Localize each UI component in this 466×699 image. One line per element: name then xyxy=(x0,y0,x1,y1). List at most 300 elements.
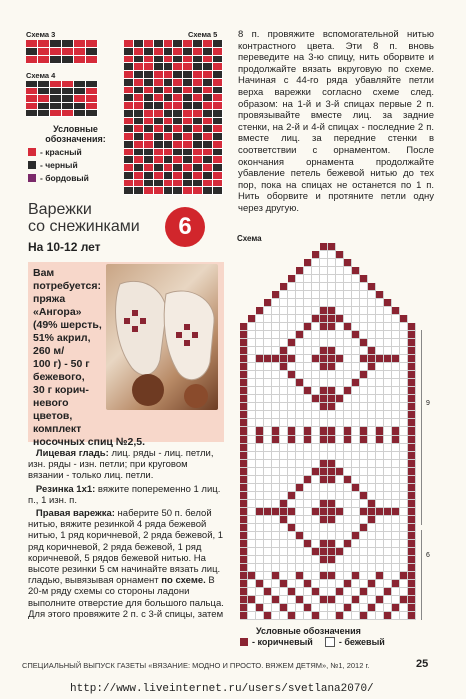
scheme-cell xyxy=(154,40,164,48)
chart-cell xyxy=(368,532,376,540)
chart-cell xyxy=(248,460,256,468)
scheme-cell xyxy=(173,56,183,64)
chart-cell xyxy=(312,283,320,291)
chart-cell xyxy=(400,532,408,540)
chart-cell xyxy=(288,243,296,251)
chart-cell xyxy=(264,243,272,251)
chart-cell xyxy=(360,436,368,444)
chart-cell xyxy=(240,604,248,612)
scheme-cell xyxy=(86,110,98,117)
chart-cell xyxy=(376,564,384,572)
chart-cell xyxy=(264,371,272,379)
scheme-cell xyxy=(203,79,213,87)
chart-cell xyxy=(304,580,312,588)
chart-cell xyxy=(296,395,304,403)
title-line-2: со снежинками xyxy=(28,218,140,235)
scheme-cell xyxy=(203,149,213,157)
chart-cell xyxy=(240,500,248,508)
chart-cell xyxy=(296,323,304,331)
scheme-cell xyxy=(173,71,183,79)
chart-cell xyxy=(328,452,336,460)
chart-cell xyxy=(280,259,288,267)
scheme-cell xyxy=(164,133,174,141)
scheme-cell xyxy=(164,141,174,149)
chart-cell xyxy=(256,564,264,572)
scheme-cell xyxy=(62,40,74,48)
chart-cell xyxy=(288,532,296,540)
scheme-cell xyxy=(154,48,164,56)
chart-cell xyxy=(352,468,360,476)
chart-cell xyxy=(392,315,400,323)
chart-cell xyxy=(272,275,280,283)
chart-cell xyxy=(304,492,312,500)
chart-cell xyxy=(368,411,376,419)
chart-cell xyxy=(272,468,280,476)
scheme-cell xyxy=(124,180,134,188)
chart-cell xyxy=(320,564,328,572)
chart-cell xyxy=(336,339,344,347)
chart-mark-9-line xyxy=(421,330,422,525)
chart-cell xyxy=(408,436,416,444)
chart-cell xyxy=(296,548,304,556)
chart-cell xyxy=(344,379,352,387)
chart-cell xyxy=(352,580,360,588)
chart-cell xyxy=(376,275,384,283)
chart-cell xyxy=(368,556,376,564)
chart-cell xyxy=(312,267,320,275)
chart-cell xyxy=(304,427,312,435)
chart-cell xyxy=(296,444,304,452)
chart-cell xyxy=(248,588,256,596)
chart-cell xyxy=(384,548,392,556)
scheme-cell xyxy=(144,56,154,64)
chart-cell xyxy=(344,596,352,604)
chart-cell xyxy=(280,572,288,580)
chart-cell xyxy=(368,331,376,339)
chart-cell xyxy=(368,580,376,588)
chart-cell xyxy=(328,395,336,403)
scheme-cell xyxy=(193,125,203,133)
chart-cell xyxy=(248,283,256,291)
chart-cell xyxy=(304,588,312,596)
chart-cell xyxy=(408,363,416,371)
chart-cell xyxy=(288,596,296,604)
chart-cell xyxy=(248,604,256,612)
chart-cell xyxy=(288,387,296,395)
chart-cell xyxy=(264,403,272,411)
chart-cell xyxy=(256,588,264,596)
chart-cell xyxy=(288,395,296,403)
chart-cell xyxy=(368,387,376,395)
chart-cell xyxy=(384,387,392,395)
chart-cell xyxy=(240,444,248,452)
chart-cell xyxy=(312,339,320,347)
chart-cell xyxy=(400,315,408,323)
chart-cell xyxy=(384,588,392,596)
chart-cell xyxy=(360,291,368,299)
chart-cell xyxy=(256,411,264,419)
chart-cell xyxy=(296,427,304,435)
chart-cell xyxy=(240,355,248,363)
chart-cell xyxy=(248,452,256,460)
chart-cell xyxy=(408,508,416,516)
chart-cell xyxy=(352,540,360,548)
chart-cell xyxy=(272,267,280,275)
chart-cell xyxy=(328,267,336,275)
chart-cell xyxy=(256,259,264,267)
chart-cell xyxy=(384,283,392,291)
chart-cell xyxy=(320,572,328,580)
chart-cell xyxy=(400,291,408,299)
chart-cell xyxy=(248,331,256,339)
chart-cell xyxy=(288,347,296,355)
chart-cell xyxy=(304,371,312,379)
chart-cell xyxy=(296,436,304,444)
chart-cell xyxy=(360,259,368,267)
chart-cell xyxy=(280,339,288,347)
chart-cell xyxy=(336,604,344,612)
chart-cell xyxy=(280,331,288,339)
scheme-cell xyxy=(203,71,213,79)
chart-cell xyxy=(384,436,392,444)
chart-cell xyxy=(344,307,352,315)
chart-cell xyxy=(280,460,288,468)
chart-cell xyxy=(280,243,288,251)
chart-cell xyxy=(328,532,336,540)
chart-cell xyxy=(344,604,352,612)
chart-cell xyxy=(400,604,408,612)
chart-cell xyxy=(328,596,336,604)
chart-cell xyxy=(296,540,304,548)
chart-cell xyxy=(272,427,280,435)
chart-cell xyxy=(344,275,352,283)
chart-cell xyxy=(312,596,320,604)
scheme-cell xyxy=(38,95,50,102)
chart-cell xyxy=(376,516,384,524)
scheme-cell xyxy=(173,102,183,110)
chart-cell xyxy=(272,508,280,516)
chart-cell xyxy=(400,564,408,572)
chart-cell xyxy=(336,548,344,556)
chart-cell xyxy=(312,492,320,500)
chart-cell xyxy=(304,267,312,275)
chart-cell xyxy=(320,484,328,492)
scheme-cell xyxy=(124,40,134,48)
chart-cell xyxy=(360,331,368,339)
chart-cell xyxy=(344,484,352,492)
chart-cell xyxy=(384,275,392,283)
chart-cell xyxy=(408,596,416,604)
chart-cell xyxy=(384,307,392,315)
chart-cell xyxy=(376,492,384,500)
chart-cell xyxy=(288,299,296,307)
chart-cell xyxy=(320,524,328,532)
chart-cell xyxy=(272,347,280,355)
chart-cell xyxy=(352,556,360,564)
scheme-cell xyxy=(193,180,203,188)
chart-cell xyxy=(320,460,328,468)
chart-cell xyxy=(376,604,384,612)
chart-cell xyxy=(280,452,288,460)
chart-cell xyxy=(288,508,296,516)
chart-cell xyxy=(336,468,344,476)
chart-cell xyxy=(376,251,384,259)
scheme-cell xyxy=(203,141,213,149)
swatch-brown xyxy=(240,638,248,646)
chart-cell xyxy=(376,379,384,387)
chart-cell xyxy=(328,540,336,548)
chart-cell xyxy=(392,508,400,516)
scheme-cell xyxy=(38,81,50,88)
chart-cell xyxy=(248,548,256,556)
chart-cell xyxy=(288,331,296,339)
chart-cell xyxy=(320,588,328,596)
chart-cell xyxy=(320,387,328,395)
scheme-cell xyxy=(124,79,134,87)
scheme-cell xyxy=(124,110,134,118)
chart-cell xyxy=(272,532,280,540)
chart-cell xyxy=(304,540,312,548)
chart-cell xyxy=(296,572,304,580)
chart-cell xyxy=(288,444,296,452)
chart-cell xyxy=(320,500,328,508)
chart-cell xyxy=(328,387,336,395)
scheme-cell xyxy=(193,172,203,180)
scheme-cell xyxy=(86,95,98,102)
chart-cell xyxy=(328,291,336,299)
chart-cell xyxy=(320,548,328,556)
chart-cell xyxy=(328,484,336,492)
chart-cell xyxy=(392,339,400,347)
scheme-cell xyxy=(213,118,223,126)
chart-cell xyxy=(296,460,304,468)
scheme-cell xyxy=(164,71,174,79)
chart-cell xyxy=(280,612,288,620)
scheme-cell xyxy=(124,102,134,110)
chart-cell xyxy=(400,299,408,307)
chart-cell xyxy=(384,524,392,532)
scheme-cell xyxy=(164,149,174,157)
chart-cell xyxy=(280,548,288,556)
chart-cell xyxy=(336,323,344,331)
chart-cell xyxy=(384,395,392,403)
chart-cell xyxy=(376,411,384,419)
chart-cell xyxy=(264,564,272,572)
chart-cell xyxy=(272,556,280,564)
chart-cell xyxy=(336,251,344,259)
chart-cell xyxy=(336,259,344,267)
chart-cell xyxy=(384,411,392,419)
chart-cell xyxy=(384,508,392,516)
chart-cell xyxy=(400,331,408,339)
scheme-cell xyxy=(144,187,154,195)
chart-cell xyxy=(272,403,280,411)
chart-cell xyxy=(312,315,320,323)
chart-cell xyxy=(256,243,264,251)
chart-cell xyxy=(400,371,408,379)
chart-cell xyxy=(312,387,320,395)
scheme-cell xyxy=(173,87,183,95)
chart-cell xyxy=(352,460,360,468)
scheme-cell xyxy=(173,133,183,141)
chart-cell xyxy=(376,427,384,435)
scheme-cell xyxy=(134,180,144,188)
scheme-cell xyxy=(26,56,38,64)
chart-cell xyxy=(368,564,376,572)
chart-cell xyxy=(368,484,376,492)
chart-cell xyxy=(328,371,336,379)
chart-cell xyxy=(328,379,336,387)
chart-cell xyxy=(240,588,248,596)
chart-cell xyxy=(400,508,408,516)
chart-cell xyxy=(392,275,400,283)
chart-cell xyxy=(264,283,272,291)
chart-cell xyxy=(280,588,288,596)
chart-cell xyxy=(368,315,376,323)
scheme-cell xyxy=(134,63,144,71)
chart-cell xyxy=(320,556,328,564)
chart-cell xyxy=(248,476,256,484)
chart-cell xyxy=(400,492,408,500)
chart-cell xyxy=(360,355,368,363)
chart-cell xyxy=(352,299,360,307)
chart-cell xyxy=(384,427,392,435)
scheme-cell xyxy=(203,87,213,95)
scheme-5-label: Схема 5 xyxy=(188,30,218,39)
chart-cell xyxy=(240,243,248,251)
chart-cell xyxy=(320,468,328,476)
chart-cell xyxy=(320,283,328,291)
chart-cell xyxy=(328,604,336,612)
chart-cell xyxy=(296,259,304,267)
chart-cell xyxy=(256,524,264,532)
scheme-cell xyxy=(173,141,183,149)
chart-cell xyxy=(304,403,312,411)
chart-cell xyxy=(288,476,296,484)
chart-cell xyxy=(352,243,360,251)
chart-cell xyxy=(360,476,368,484)
chart-cell xyxy=(248,347,256,355)
chart-cell xyxy=(312,460,320,468)
chart-cell xyxy=(408,379,416,387)
chart-cell xyxy=(336,387,344,395)
chart-cell xyxy=(352,500,360,508)
scheme-cell xyxy=(173,40,183,48)
chart-cell xyxy=(344,500,352,508)
chart-cell xyxy=(272,540,280,548)
scheme-cell xyxy=(164,180,174,188)
chart-cell xyxy=(304,460,312,468)
chart-cell xyxy=(400,379,408,387)
chart-cell xyxy=(344,548,352,556)
chart-cell xyxy=(304,500,312,508)
chart-cell xyxy=(272,460,280,468)
chart-cell xyxy=(360,283,368,291)
chart-cell xyxy=(264,363,272,371)
chart-cell xyxy=(360,323,368,331)
chart-cell xyxy=(280,379,288,387)
chart-cell xyxy=(408,323,416,331)
chart-cell xyxy=(328,492,336,500)
chart-cell xyxy=(392,427,400,435)
chart-cell xyxy=(400,588,408,596)
chart-cell xyxy=(344,532,352,540)
chart-cell xyxy=(384,403,392,411)
chart-cell xyxy=(288,588,296,596)
chart-cell xyxy=(376,299,384,307)
chart-cell xyxy=(352,331,360,339)
chart-cell xyxy=(336,243,344,251)
scheme-cell xyxy=(213,40,223,48)
chart-cell xyxy=(304,612,312,620)
chart-cell xyxy=(248,484,256,492)
chart-cell xyxy=(256,580,264,588)
scheme-cell xyxy=(144,79,154,87)
scheme-cell xyxy=(154,110,164,118)
chart-cell xyxy=(368,588,376,596)
scheme-cell xyxy=(74,88,86,95)
chart-cell xyxy=(312,427,320,435)
chart-cell xyxy=(240,596,248,604)
scheme-cell xyxy=(213,180,223,188)
chart-cell xyxy=(360,251,368,259)
chart-cell xyxy=(248,363,256,371)
chart-cell xyxy=(336,516,344,524)
chart-cell xyxy=(296,500,304,508)
chart-cell xyxy=(320,419,328,427)
chart-cell xyxy=(240,387,248,395)
chart-cell xyxy=(264,347,272,355)
scheme-cell xyxy=(183,149,193,157)
scheme-cell xyxy=(134,102,144,110)
scheme-cell xyxy=(164,94,174,102)
chart-cell xyxy=(280,556,288,564)
chart-cell xyxy=(368,492,376,500)
chart-cell xyxy=(360,267,368,275)
chart-cell xyxy=(304,524,312,532)
chart-cell xyxy=(296,331,304,339)
scheme-cell xyxy=(26,48,38,56)
chart-cell xyxy=(320,371,328,379)
chart-cell xyxy=(272,315,280,323)
scheme-cell xyxy=(50,95,62,102)
chart-cell xyxy=(264,604,272,612)
chart-label: Схема xyxy=(237,234,262,243)
chart-cell xyxy=(368,323,376,331)
chart-cell xyxy=(304,291,312,299)
chart-cell xyxy=(272,452,280,460)
chart-cell xyxy=(376,444,384,452)
chart-cell xyxy=(288,524,296,532)
scheme-cell xyxy=(144,48,154,56)
scheme-cell xyxy=(193,141,203,149)
chart-cell xyxy=(360,556,368,564)
chart-cell xyxy=(368,524,376,532)
instructions xyxy=(28,448,224,620)
chart-cell xyxy=(304,307,312,315)
chart-cell xyxy=(328,460,336,468)
chart-cell xyxy=(336,508,344,516)
chart-cell xyxy=(392,243,400,251)
chart-cell xyxy=(328,355,336,363)
scheme-cell xyxy=(154,56,164,64)
scheme-cell xyxy=(134,110,144,118)
chart-cell xyxy=(288,468,296,476)
scheme-cell xyxy=(203,118,213,126)
chart-cell xyxy=(248,323,256,331)
scheme-cell xyxy=(183,164,193,172)
chart-cell xyxy=(376,580,384,588)
